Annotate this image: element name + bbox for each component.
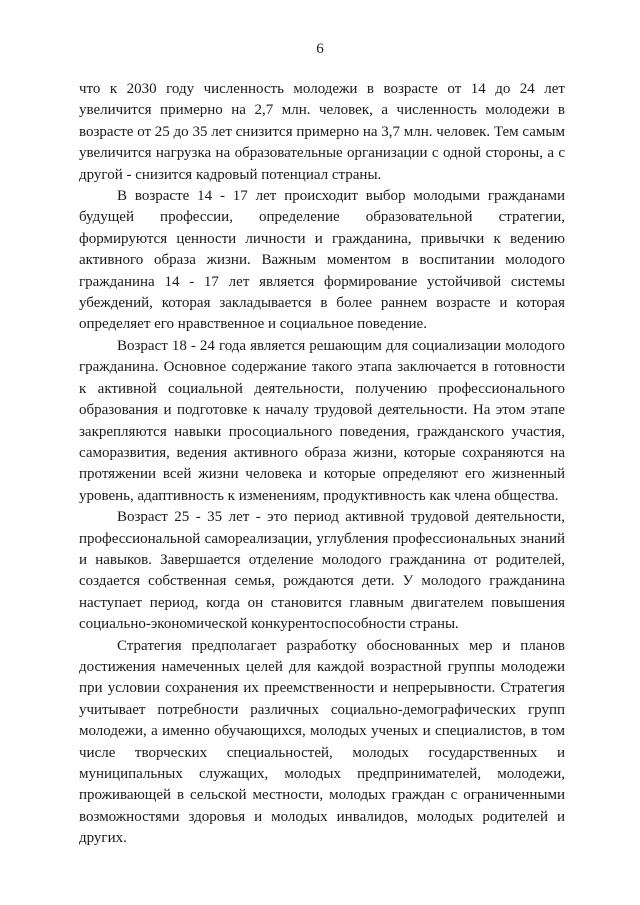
- paragraph-age-14-17: В возрасте 14 - 17 лет происходит выбор молодыми гражданами будущей профессии, определение образовательной стратегии, формируются ценности личности и гражданина, привычки к ведению активного образа жизни. Важным моментом в воспитании молодого гражданина 14 - 17 лет является формирование устойчивой системы убеждений, которая закладывается в более раннем возрасте и которая определяет его нравственное и социальное поведение.: [79, 188, 565, 333]
- document-body: [79, 79, 565, 850]
- paragraph-continuation: что к 2030 году численность молодежи в возрасте от 14 до 24 лет увеличится примерно на 2,7 млн. человек, а численность молодежи в возрасте от 25 до 35 лет снизится примерно на 3,7 млн. человек. Тем самым увеличится нагрузка на образовательные организации с одной стороны, а с другой - снизится кадровый потенциал страны.: [79, 81, 565, 183]
- paragraph-age-18-24: Возраст 18 - 24 года является решающим для социализации молодого гражданина. Основное содержание такого этапа заключается в готовности к активной социальной деятельности, получению профессионального образования и подготовке к началу трудовой деятельности. На этом этапе закрепляются навыки просоциального поведения, гражданского участия, саморазвития, ведения активного образа жизни, которые сохраняются на протяжении всей жизни человека и которые определяют его жизненный уровень, адаптивность к изменениям, продуктивность как члена общества.: [79, 337, 565, 504]
- paragraph-age-25-35: Возраст 25 - 35 лет - это период активной трудовой деятельности, профессиональной самореализации, углубления профессиональных знаний и навыков. Завершается отделение молодого гражданина от родителей, создается собственная семья, рождаются дети. У молодого гражданина наступает период, когда он становится главным двигателем повышения социально-экономической конкурентоспособности страны.: [79, 509, 565, 633]
- page-number: 6: [316, 41, 324, 57]
- paragraph-strategy: Стратегия предполагает разработку обоснованных мер и планов достижения намеченных целей для каждой возрастной группы молодежи при условии сохранения их преемственности и непрерывности. Стратегия учитывает потребности различных социально-демографических групп молодежи, а именно обучающихся, молодых ученых и специалистов, в том числе творческих специальностей, молодых государственных и муниципальных служащих, молодых предпринимателей, молодежи, проживающей в сельской местности, молодых граждан с ограниченными возможностями здоровья и молодых инвалидов, молодых родителей и других.: [79, 637, 565, 847]
